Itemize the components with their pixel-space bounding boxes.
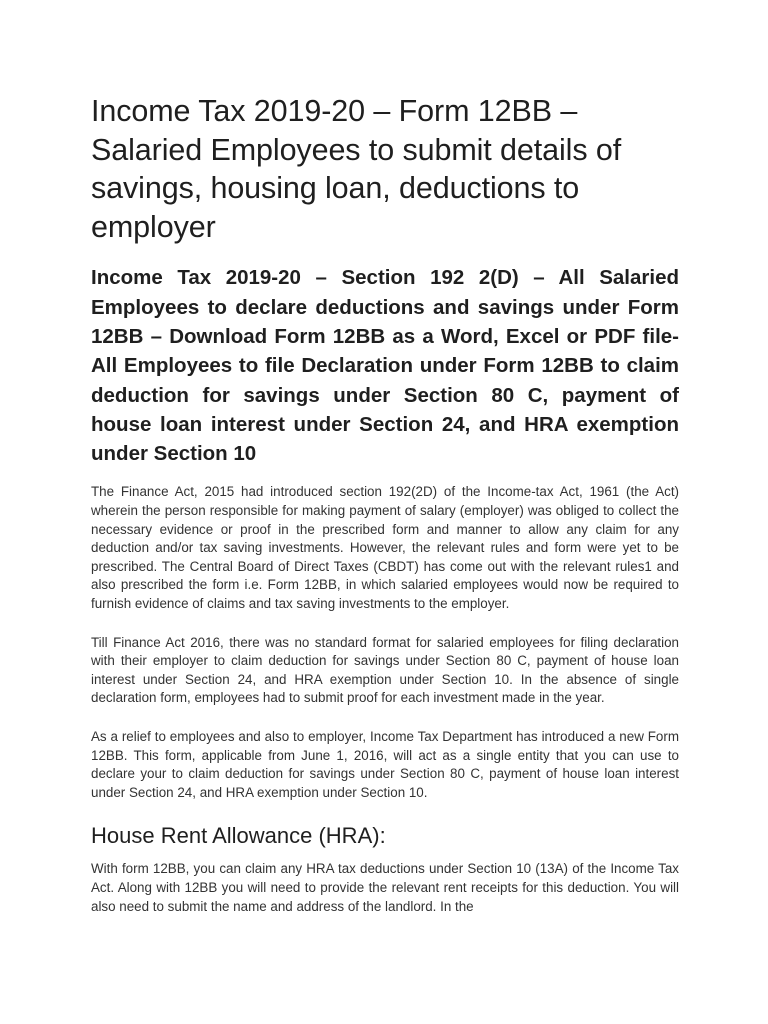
section-heading-hra: House Rent Allowance (HRA): bbox=[91, 823, 386, 849]
paragraph-finance-act-2015: The Finance Act, 2015 had introduced section 192(2D) of the Income-tax Act, 1961 (the Act) wherein the person responsible for making payment of salary (employer) was obliged to collect the necessary evidence or proof in the prescribed form and manner to allow any claim for any deduction and/or tax saving investments. However, the relevant rules and form were yet to be prescribed. The Central Board of Direct Taxes (CBDT) has come out with the relevant rules1 and also prescribed the form i.e. Form 12BB, in which salaried employees would now be required to furnish evidence of claims and tax saving investments to the employer. bbox=[91, 484, 679, 612]
paragraph-finance-act-2016: Till Finance Act 2016, there was no standard format for salaried employees for filing declaration with their employer to claim deduction for savings under Section 80 C, payment of house loan interest under Section 24, and HRA exemption under Section 10. In the absence of single declaration form, employees had to submit proof for each investment made in the year. bbox=[91, 634, 679, 706]
document-subtitle: Income Tax 2019-20 – Section 192 2(D) – All Salaried Employees to declare deductions and savings under Form 12BB – Download Form 12BB as a Word, Excel or PDF file- All Employees to file Declaration under Form 12BB to claim deduction for savings under Section 80 C, payment of house loan interest under Section 24, and HRA exemption under Section 10 bbox=[91, 266, 679, 466]
paragraph-hra: With form 12BB, you can claim any HRA tax deductions under Section 10 (13A) of the Income Tax Act. Along with 12BB you will need to provide the relevant rent receipts for this deduction. You will also need to submit the name and address of the landlord. In the bbox=[91, 861, 679, 914]
document-page bbox=[91, 92, 679, 936]
paragraph-form-12bb-relief: As a relief to employees and also to employer, Income Tax Department has introduced a new Form 12BB. This form, applicable from June 1, 2016, will act as a single entity that you can use to declare your to claim deduction for savings under Section 80 C, payment of house loan interest under Section 24, and HRA exemption under Section 10. bbox=[91, 728, 679, 800]
document-title: Income Tax 2019-20 – Form 12BB – Salaried Employees to submit details of savings, housing loan, deductions to employer bbox=[91, 94, 622, 244]
